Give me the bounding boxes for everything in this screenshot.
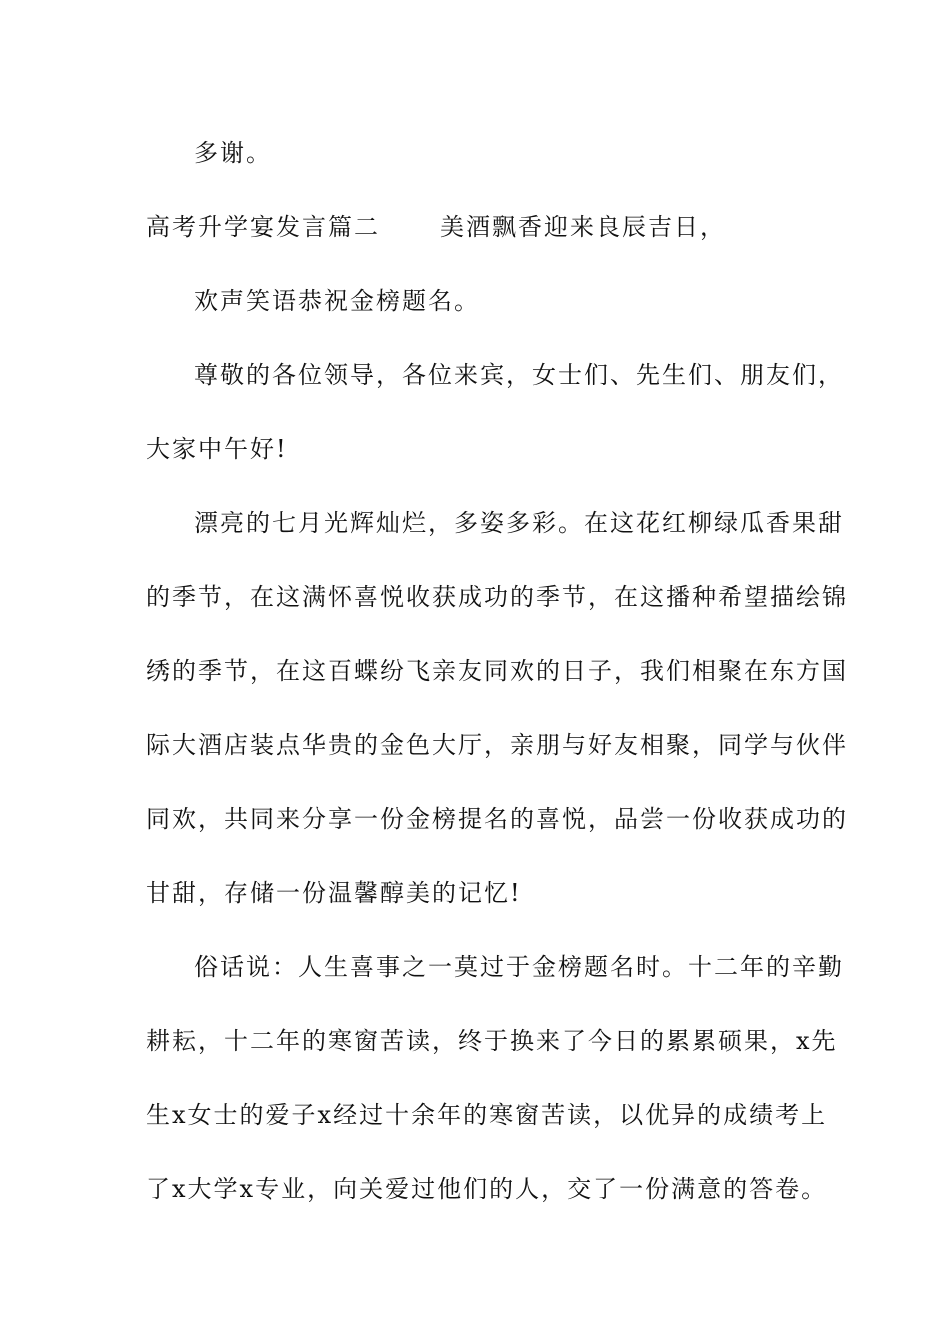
greeting-line-cont [146, 433, 816, 465]
text-line: 甘甜，存储一份温馨醇美的记忆! [146, 879, 522, 907]
text-line: 漂亮的七月光辉灿烂，多姿多彩。在这花红柳绿瓜香果甜 [194, 509, 844, 537]
paragraph-july-line-1 [194, 507, 844, 539]
text-line: 生x女士的爱子x经过十余年的寒窗苦读，以优异的成绩考上 [146, 1101, 828, 1129]
paragraph-saying-line-2 [146, 1025, 838, 1057]
paragraph-july-line-4 [146, 729, 848, 761]
text-line: 的季节，在这满怀喜悦收获成功的季节，在这播种希望描绘锦 [146, 583, 848, 611]
text-line: 多谢。 [194, 139, 272, 167]
text-line: 俗话说：人生喜事之一莫过于金榜题名时。十二年的辛勤 [194, 953, 844, 981]
section-heading [146, 211, 816, 243]
text-line: 尊敬的各位领导，各位来宾，女士们、先生们、朋友们， [194, 361, 844, 389]
paragraph-saying-line-1 [194, 951, 844, 983]
text-line: 欢声笑语恭祝金榜题名。 [194, 287, 480, 315]
text-line: 绣的季节，在这百蝶纷飞亲友同欢的日子，我们相聚在东方国 [146, 657, 848, 685]
paragraph-closing-thanks [194, 137, 816, 169]
text-line: 际大酒店装点华贵的金色大厅，亲朋与好友相聚，同学与伙伴 [146, 731, 848, 759]
paragraph-saying-line-3 [146, 1099, 828, 1131]
paragraph-saying-line-4 [146, 1173, 828, 1205]
heading-text: 高考升学宴发言篇二 [146, 213, 380, 241]
text-line: 同欢，共同来分享一份金榜提名的喜悦，品尝一份收获成功的 [146, 805, 848, 833]
couplet-line-2 [194, 285, 816, 317]
paragraph-july-line-6 [146, 877, 816, 909]
greeting-line [194, 359, 844, 391]
paragraph-july-line-5 [146, 803, 848, 835]
text-line: 耕耘，十二年的寒窗苦读，终于换来了今日的累累硕果，x先 [146, 1027, 838, 1055]
text-line: 大家中午好! [146, 435, 288, 463]
text-line: 了x大学x专业，向关爱过他们的人，交了一份满意的答卷。 [146, 1175, 828, 1203]
paragraph-july-line-2 [146, 581, 848, 613]
couplet-line-1: 美酒飘香迎来良辰吉日， [440, 213, 726, 241]
paragraph-july-line-3 [146, 655, 848, 687]
